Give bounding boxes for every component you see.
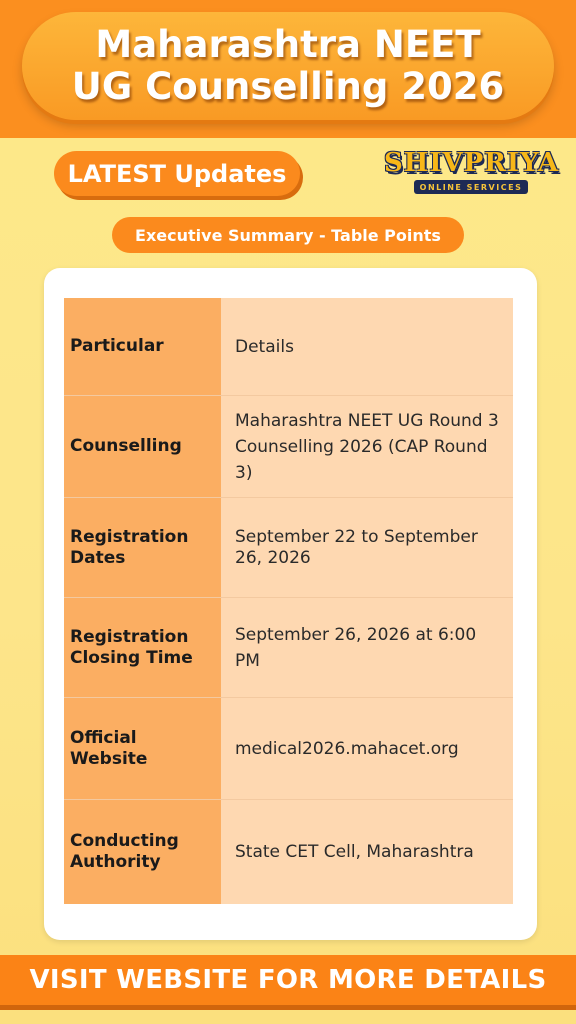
header-banner <box>0 0 576 138</box>
logo-tagline: ONLINE SERVICES <box>414 180 528 194</box>
row-label-official-website: Official Website <box>64 698 221 799</box>
page-title-line-1: Maharashtra NEET <box>95 23 481 66</box>
table-header-details: Details <box>221 298 513 395</box>
row-value-counselling: Maharashtra NEET UG Round 3 Counselling 2026 (CAP Round 3) <box>221 396 513 497</box>
table-row <box>64 298 513 396</box>
visit-website-button[interactable]: VISIT WEBSITE FOR MORE DETAILS <box>0 955 576 1005</box>
table-header-particular: Particular <box>64 298 221 395</box>
row-value-conducting-authority: State CET Cell, Maharashtra <box>221 800 513 904</box>
row-label-conducting-authority: Conducting Authority <box>64 800 221 904</box>
logo-wordmark: SHIVPRIYA <box>384 148 560 178</box>
table-row <box>64 800 513 904</box>
table-row <box>64 598 513 698</box>
row-label-counselling: Counselling <box>64 396 221 497</box>
table-row <box>64 698 513 800</box>
row-value-closing-time: September 26, 2026 at 6:00 PM <box>221 598 513 697</box>
row-label-closing-time: Registration Closing Time <box>64 598 221 697</box>
table-row <box>64 498 513 598</box>
summary-table <box>64 298 513 904</box>
title-pill <box>22 12 554 120</box>
latest-updates-badge: LATEST Updates <box>54 151 300 196</box>
row-label-registration-dates: Registration Dates <box>64 498 221 597</box>
shivpriya-logo <box>384 148 560 196</box>
executive-summary-badge: Executive Summary - Table Points <box>112 217 464 253</box>
row-value-official-website[interactable]: medical2026.mahacet.org <box>221 698 513 799</box>
table-row <box>64 396 513 498</box>
summary-card <box>44 268 537 940</box>
row-value-registration-dates: September 22 to September 26, 2026 <box>221 498 513 597</box>
page-title-line-2: UG Counselling 2026 <box>71 65 505 108</box>
